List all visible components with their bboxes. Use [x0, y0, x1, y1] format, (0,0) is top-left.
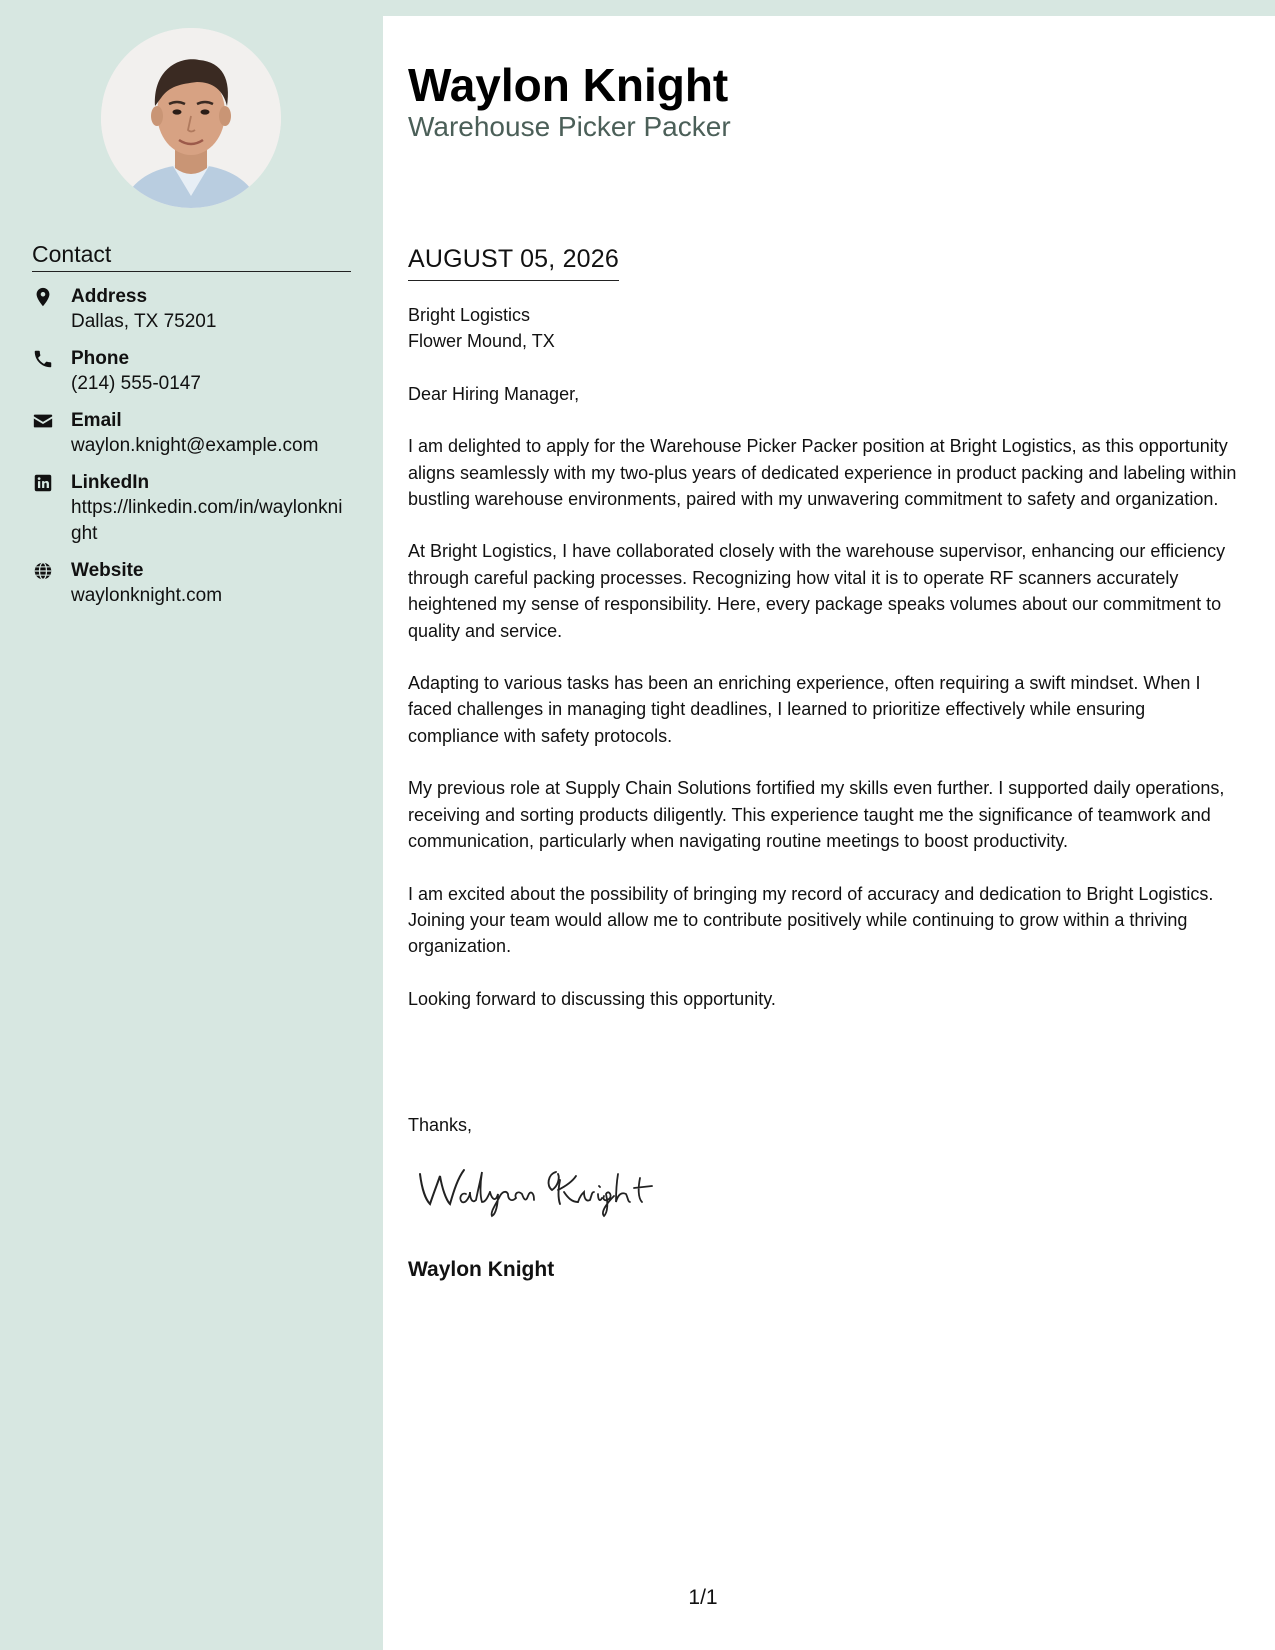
map-pin-icon [32, 286, 54, 308]
paragraph: My previous role at Supply Chain Solutions fortified my skills even further. I supported daily operations, receiving and sorting products diligently. This experience taught me the significance of teamwork and communication, particularly when navigating routine meetings to boost productivity. [408, 778, 1225, 852]
paragraph: Adapting to various tasks has been an enriching experience, often requiring a swift mindset. When I faced challenges in managing tight deadlines, I learned to prioritize effectively while ensuring compliance with safety protocols. [408, 673, 1201, 746]
contact-label: Address [71, 286, 148, 307]
phone-icon [32, 348, 54, 370]
contact-address [32, 284, 352, 335]
contact-value[interactable]: waylon.knight@example.com [71, 435, 319, 456]
contact-email [32, 408, 352, 459]
sidebar [0, 0, 383, 1650]
contact-linkedin [32, 470, 352, 547]
contact-value[interactable]: waylonknight.com [71, 585, 223, 606]
salutation: Dear Hiring Manager, [408, 383, 580, 404]
contact-value[interactable]: https://linkedin.com/in/waylonknight [71, 497, 343, 544]
signer-name: Waylon Knight [408, 1258, 555, 1281]
contact-list [32, 284, 352, 620]
page-number: 1/1 [688, 1586, 718, 1609]
portrait-image [101, 28, 281, 208]
contact-phone [32, 346, 352, 397]
envelope-icon [32, 410, 54, 432]
recipient-company: Bright Logistics [408, 305, 531, 325]
contact-label: Phone [71, 348, 130, 369]
letter-page [383, 16, 1275, 1650]
recipient-location: Flower Mound, TX [408, 331, 555, 352]
contact-value: Dallas, TX 75201 [71, 311, 217, 332]
letter-body [408, 302, 1238, 1038]
paragraph: Looking forward to discussing this opportunity. [408, 988, 776, 1009]
contact-label: Email [71, 410, 122, 431]
paragraph: At Bright Logistics, I have collaborated closely with the warehouse supervisor, enhancing our efficiency through careful packing processes. Recognizing how vital it is to operate RF scanners accurately heightened my sense of responsibility. Here, every package speaks volumes about our commitment to quality and service. [408, 541, 1226, 641]
paragraph: I am delighted to apply for the Warehouse Picker Packer position at Bright Logistics, as this opportunity aligns seamlessly with my two-plus years of dedicated experience in product packing and labeling within bustling warehouse environments, paired with my unwavering commitment to safety and organization. [408, 436, 1237, 510]
paragraph: I am excited about the possibility of bringing my record of accuracy and dedication to Bright Logistics. Joining your team would allow me to contribute positively while continuing to grow within a thriving organization. [408, 883, 1214, 957]
contact-value: (214) 555-0147 [71, 373, 201, 394]
closing: Thanks, [408, 1115, 473, 1135]
letter-date: AUGUST 05, 2026 [408, 243, 619, 281]
globe-icon [32, 560, 54, 582]
contact-label: Website [71, 560, 144, 581]
profile-photo [101, 28, 281, 208]
contact-website [32, 558, 352, 609]
contact-label: LinkedIn [71, 472, 150, 493]
recipient-block [408, 302, 1238, 355]
applicant-name: Waylon Knight [408, 59, 729, 111]
linkedin-icon [32, 472, 54, 494]
contact-heading: Contact [32, 240, 351, 272]
job-title: Warehouse Picker Packer [408, 111, 731, 142]
handwritten-signature [408, 1156, 688, 1218]
